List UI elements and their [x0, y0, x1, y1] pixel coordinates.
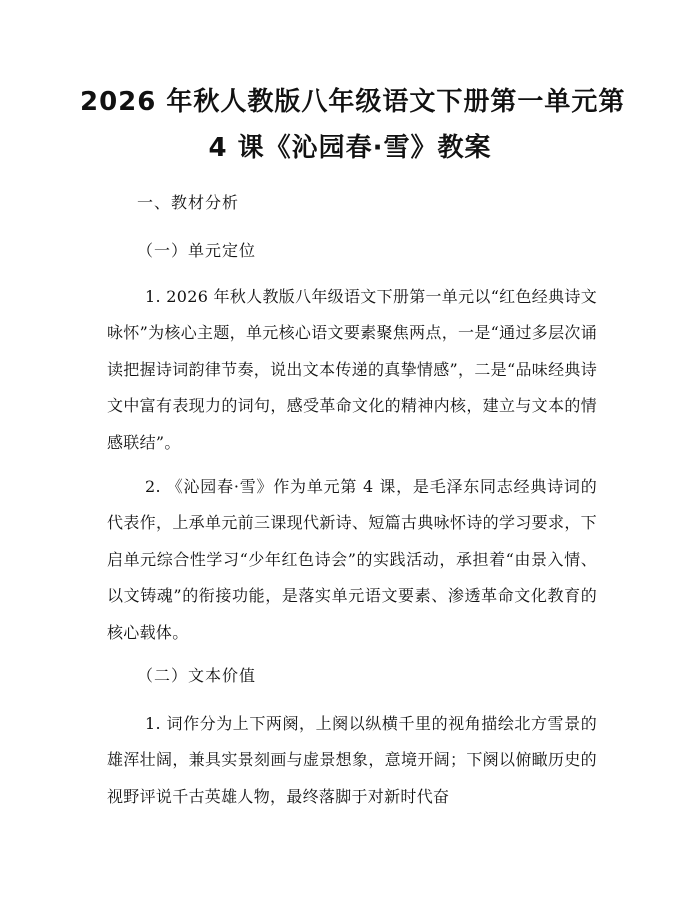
- paragraph-unit-positioning-1: 1. 2026 年秋人教版八年级语文下册第一单元以“红色经典诗文咏怀”为核心主题，单元核心语文要素聚焦两点，一是“通过多层次诵读把握诗词韵律节奏，说出文本传递的真挚情感”，二是“品味经典诗文中富有表现力的词句，感受革命文化的精神内核，建立与文本的情感联结”。: [107, 287, 597, 452]
- document-title-line-1: 2026 年秋人教版八年级语文下册第一单元第: [80, 87, 626, 117]
- section-heading-textbook-analysis: 一、教材分析: [137, 193, 240, 212]
- subsection-heading-unit-positioning: （一）单元定位: [137, 241, 257, 260]
- paragraph-unit-positioning-2: 2. 《沁园春·雪》作为单元第 4 课，是毛泽东同志经典诗词的代表作，上承单元前三课现代新诗、短篇古典咏怀诗的学习要求，下启单元综合性学习“少年红色诗会”的实践活动，承担着“由景入情、以文铸魂”的衔接功能，是落实单元语文要素、渗透革命文化教育的核心载体。: [107, 477, 597, 642]
- subsection-heading-text-value: （二）文本价值: [137, 666, 257, 685]
- paragraph-text-value-1: 1. 词作分为上下两阕，上阕以纵横千里的视角描绘北方雪景的雄浑壮阔，兼具实景刻画与虚景想象，意境开阔；下阕以俯瞰历史的视野评说千古英雄人物，最终落脚于对新时代奋: [107, 714, 597, 806]
- document-title-line-2: 4 课《沁园春·雪》教案: [208, 133, 492, 163]
